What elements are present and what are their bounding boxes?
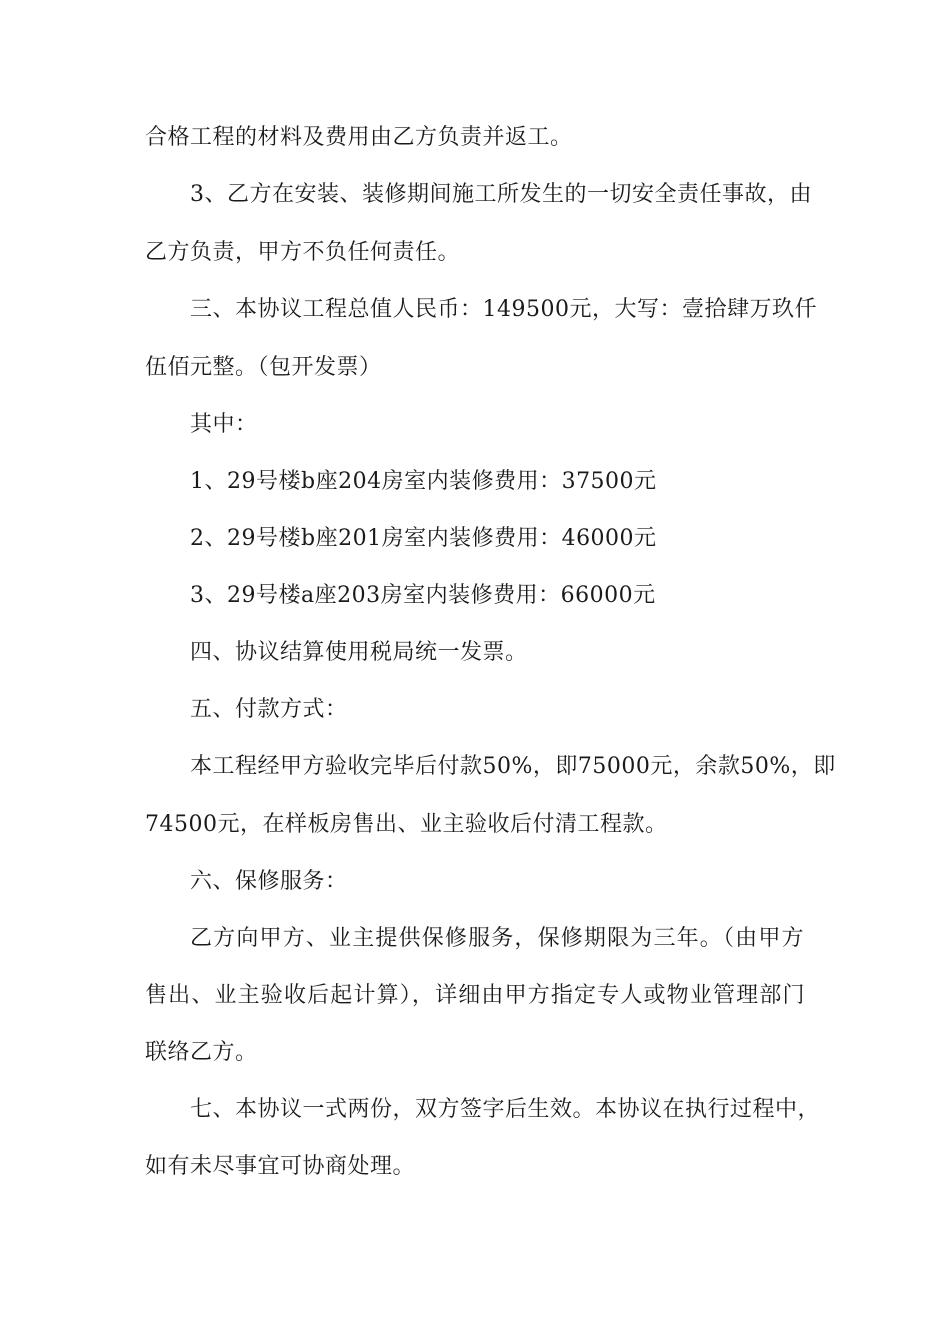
text-line: 乙方负责，甲方不负任何责任。 xyxy=(145,240,461,265)
text-line: 五、付款方式： xyxy=(190,697,348,722)
text-line: 联络乙方。 xyxy=(145,1040,258,1065)
text-line: 合格工程的材料及费用由乙方负责并返工。 xyxy=(145,125,573,150)
text-line: 乙方向甲方、业主提供保修服务，保修期限为三年。（由甲方 xyxy=(190,926,804,951)
text-line: 74500元，在样板房售出、业主验收后付清工程款。 xyxy=(145,812,668,837)
text-line: 四、协议结算使用税局统一发票。 xyxy=(190,640,528,665)
text-line: 售出、业主验收后起计算），详细由甲方指定专人或物业管理部门 xyxy=(145,983,805,1008)
text-line: 六、保修服务： xyxy=(190,869,348,894)
text-line: 伍佰元整。（包开发票） xyxy=(145,355,382,380)
text-line: 如有未尽事宜可协商处理。 xyxy=(145,1154,416,1179)
text-line: 七、本协议一式两份，双方签字后生效。本协议在执行过程中， xyxy=(190,1097,821,1122)
text-line: 3、29号楼a座203房室内装修费用：66000元 xyxy=(190,583,656,608)
text-line: 2、29号楼b座201房室内装修费用：46000元 xyxy=(190,526,657,551)
text-line: 1、29号楼b座204房室内装修费用：37500元 xyxy=(190,469,657,494)
text-line: 其中： xyxy=(190,412,258,437)
text-line: 本工程经甲方验收完毕后付款50%，即75000元，余款50%，即 xyxy=(190,754,836,779)
text-line: 三、本协议工程总值人民币：149500元，大写：壹拾肆万玖仟 xyxy=(190,297,817,322)
text-line: 3、乙方在安装、装修期间施工所发生的一切安全责任事故，由 xyxy=(190,182,812,207)
